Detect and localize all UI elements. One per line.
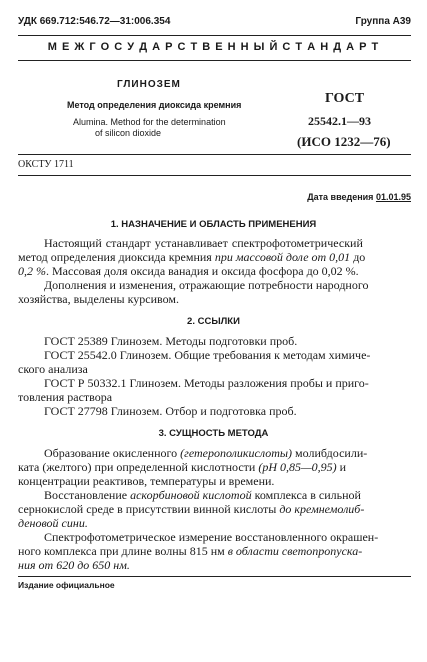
s2-line-4: ГОСТ Р 50332.1 Глинозем. Методы разложения пробы и приго-: [44, 376, 369, 390]
s2-line-2: ГОСТ 25542.0 Глинозем. Общие требования к методам химиче-: [44, 348, 371, 362]
s1-line-3: 0,2 %. Массовая доля оксида ванадия и оксида фосфора до 0,02 %.: [18, 264, 359, 278]
s1-line-2: метод определения диоксида кремния при массовой доле от 0,01 до: [18, 250, 366, 264]
gost-label: ГОСТ: [325, 91, 365, 106]
effective-date-value: 01.01.95: [375, 192, 411, 202]
group-code: Группа А39: [355, 16, 411, 27]
official-edition-note: Издание официальное: [18, 580, 115, 590]
s3-line-3: концентрации реактивов, температуры и времени.: [18, 474, 275, 488]
section-2-title: 2. ССЫЛКИ: [187, 316, 240, 327]
banner-rule: [18, 60, 411, 61]
iso-number: (ИСО 1232—76): [297, 134, 391, 149]
s3-line-9: ния от 620 до 650 нм.: [18, 558, 130, 572]
s3-line-5: сернокислой среде в присутствии винной кислоты до кремнемолиб-: [18, 502, 365, 516]
title-rule: [18, 154, 411, 155]
document-title: ГЛИНОЗЕМ: [117, 79, 181, 90]
s3-line-2: ката (желтого) при определенной кислотности (рН 0,85—0,95) и: [18, 460, 347, 474]
okstu-code: ОКСТУ 1711: [18, 159, 74, 170]
subtitle-en-line2: of silicon dioxide: [95, 128, 162, 138]
standard-banner: М Е Ж Г О С У Д А Р С Т В Е Н Н Ы Й С Т А Н Д А Р Т: [47, 41, 380, 53]
s3-line-1: Образование окисленного (гетерополикислоты) молибдосили-: [44, 446, 368, 460]
s2-line-6: ГОСТ 27798 Глинозем. Отбор и подготовка проб.: [44, 404, 297, 418]
subtitle-en: Alumina. Method for the determination: [73, 117, 226, 127]
s3-line-8: ного комплекса при длине волны 815 нм в области светопропуска-: [18, 544, 363, 558]
effective-date: [307, 192, 411, 202]
effective-date-label: Дата введения: [307, 192, 374, 202]
s3-line-6: деновой сини.: [18, 516, 88, 530]
s1-line-4: Дополнения и изменения, отражающие потребности народного: [44, 278, 369, 292]
s1-line-5: хозяйства, выделены курсивом.: [18, 292, 179, 306]
s3-line-4: Восстановление аскорбиновой кислотой комплекса в сильной: [44, 488, 361, 502]
top-rule: [18, 35, 411, 36]
udk-code: УДК 669.712:546.72—31:006.354: [18, 16, 171, 27]
s2-line-5: товления раствора: [18, 390, 113, 404]
section-1-title: 1. НАЗНАЧЕНИЕ И ОБЛАСТЬ ПРИМЕНЕНИЯ: [110, 219, 317, 230]
subtitle-ru: Метод определения диоксида кремния: [67, 100, 242, 110]
s2-line-1: ГОСТ 25389 Глинозем. Методы подготовки проб.: [44, 334, 298, 348]
s2-line-3: ского анализа: [18, 362, 88, 376]
footer-rule: [18, 576, 411, 577]
section-3-title: 3. СУЩНОСТЬ МЕТОДА: [158, 428, 269, 439]
s1-line-1: Настоящий стандарт устанавливает спектрофотометрический: [44, 236, 363, 250]
gost-number: 25542.1—93: [308, 114, 371, 128]
s3-line-7: Спектрофотометрическое измерение восстановленного окрашен-: [44, 530, 379, 544]
okstu-rule: [18, 175, 411, 176]
